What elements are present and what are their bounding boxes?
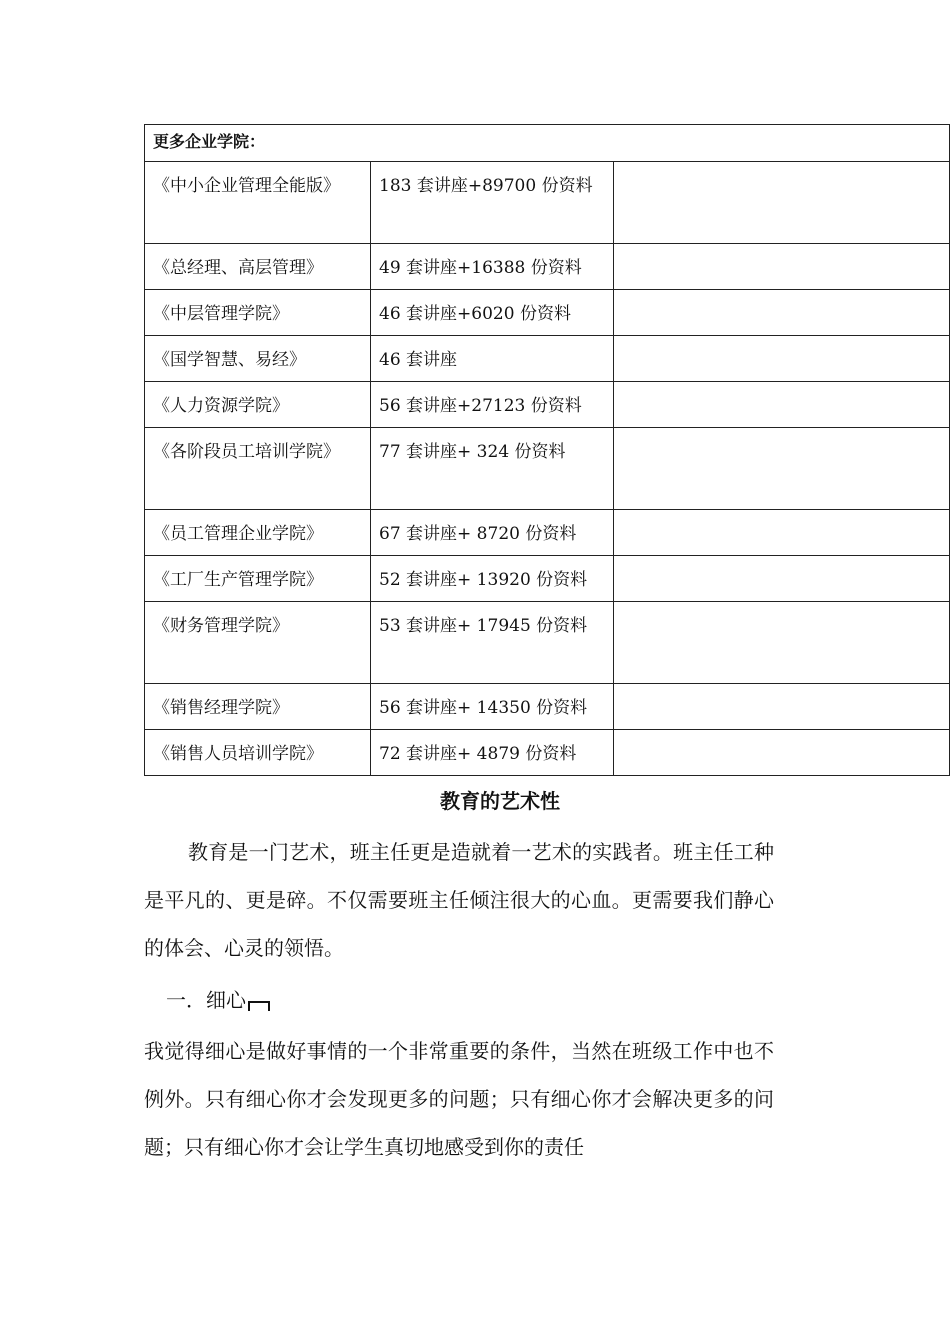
- section-heading: [166, 980, 270, 1020]
- academy-extra: [614, 602, 950, 684]
- table-row: [145, 730, 950, 776]
- academy-extra: [614, 336, 950, 382]
- academy-name: 《销售经理学院》: [145, 684, 371, 730]
- academy-name: 《国学智慧、易经》: [145, 336, 371, 382]
- academy-extra: [614, 162, 950, 244]
- academy-content: 56 套讲座+27123 份资料: [371, 382, 614, 428]
- academy-content: 46 套讲座+6020 份资料: [371, 290, 614, 336]
- table-row: [145, 244, 950, 290]
- academy-content: 56 套讲座+ 14350 份资料: [371, 684, 614, 730]
- academy-extra: [614, 382, 950, 428]
- academy-name: 《总经理、高层管理》: [145, 244, 371, 290]
- academy-content: 77 套讲座+ 324 份资料: [371, 428, 614, 510]
- academy-extra: [614, 684, 950, 730]
- academy-extra: [614, 290, 950, 336]
- academy-content: 183 套讲座+89700 份资料: [371, 162, 614, 244]
- academy-extra: [614, 244, 950, 290]
- bracket-mark-icon: [248, 1001, 270, 1011]
- intro-paragraph: 教育是一门艺术，班主任更是造就着一艺术的实践者。班主任工种是平凡的、更是碎。不仅需要班主任倾注很大的心血。更需要我们静心的体会、心灵的领悟。: [144, 840, 774, 960]
- academy-name: 《销售人员培训学院》: [145, 730, 371, 776]
- academy-extra: [614, 510, 950, 556]
- table-row: [145, 510, 950, 556]
- academy-content: 72 套讲座+ 4879 份资料: [371, 730, 614, 776]
- table-header-row: [145, 125, 950, 162]
- table-row: [145, 162, 950, 244]
- table-row: [145, 336, 950, 382]
- academy-name: 《工厂生产管理学院》: [145, 556, 371, 602]
- section-paragraph: 我觉得细心是做好事情的一个非常重要的条件，当然在班级工作中也不例外。只有细心你才会发现更多的问题；只有细心你才会解决更多的问题；只有细心你才会让学生真切地感受到你的责任: [144, 1039, 774, 1159]
- academy-name: 《员工管理企业学院》: [145, 510, 371, 556]
- table-row: [145, 290, 950, 336]
- academy-name: 《人力资源学院》: [145, 382, 371, 428]
- academy-extra: [614, 428, 950, 510]
- table-header: 更多企业学院：: [145, 125, 950, 162]
- academy-extra: [614, 730, 950, 776]
- table-row: [145, 556, 950, 602]
- academy-content: 53 套讲座+ 17945 份资料: [371, 602, 614, 684]
- academy-name: 《各阶段员工培训学院》: [145, 428, 371, 510]
- section-heading-text: 一．细心: [166, 988, 246, 1012]
- academy-table: [144, 124, 950, 776]
- academy-extra: [614, 556, 950, 602]
- academy-content: 46 套讲座: [371, 336, 614, 382]
- academy-content: 49 套讲座+16388 份资料: [371, 244, 614, 290]
- table-row: [145, 602, 950, 684]
- academy-name: 《财务管理学院》: [145, 602, 371, 684]
- academy-name: 《中层管理学院》: [145, 290, 371, 336]
- academy-content: 52 套讲座+ 13920 份资料: [371, 556, 614, 602]
- table-row: [145, 382, 950, 428]
- academy-name: 《中小企业管理全能版》: [145, 162, 371, 244]
- table-row: [145, 428, 950, 510]
- academy-content: 67 套讲座+ 8720 份资料: [371, 510, 614, 556]
- table-row: [145, 684, 950, 730]
- article-title: 教育的艺术性: [440, 789, 560, 813]
